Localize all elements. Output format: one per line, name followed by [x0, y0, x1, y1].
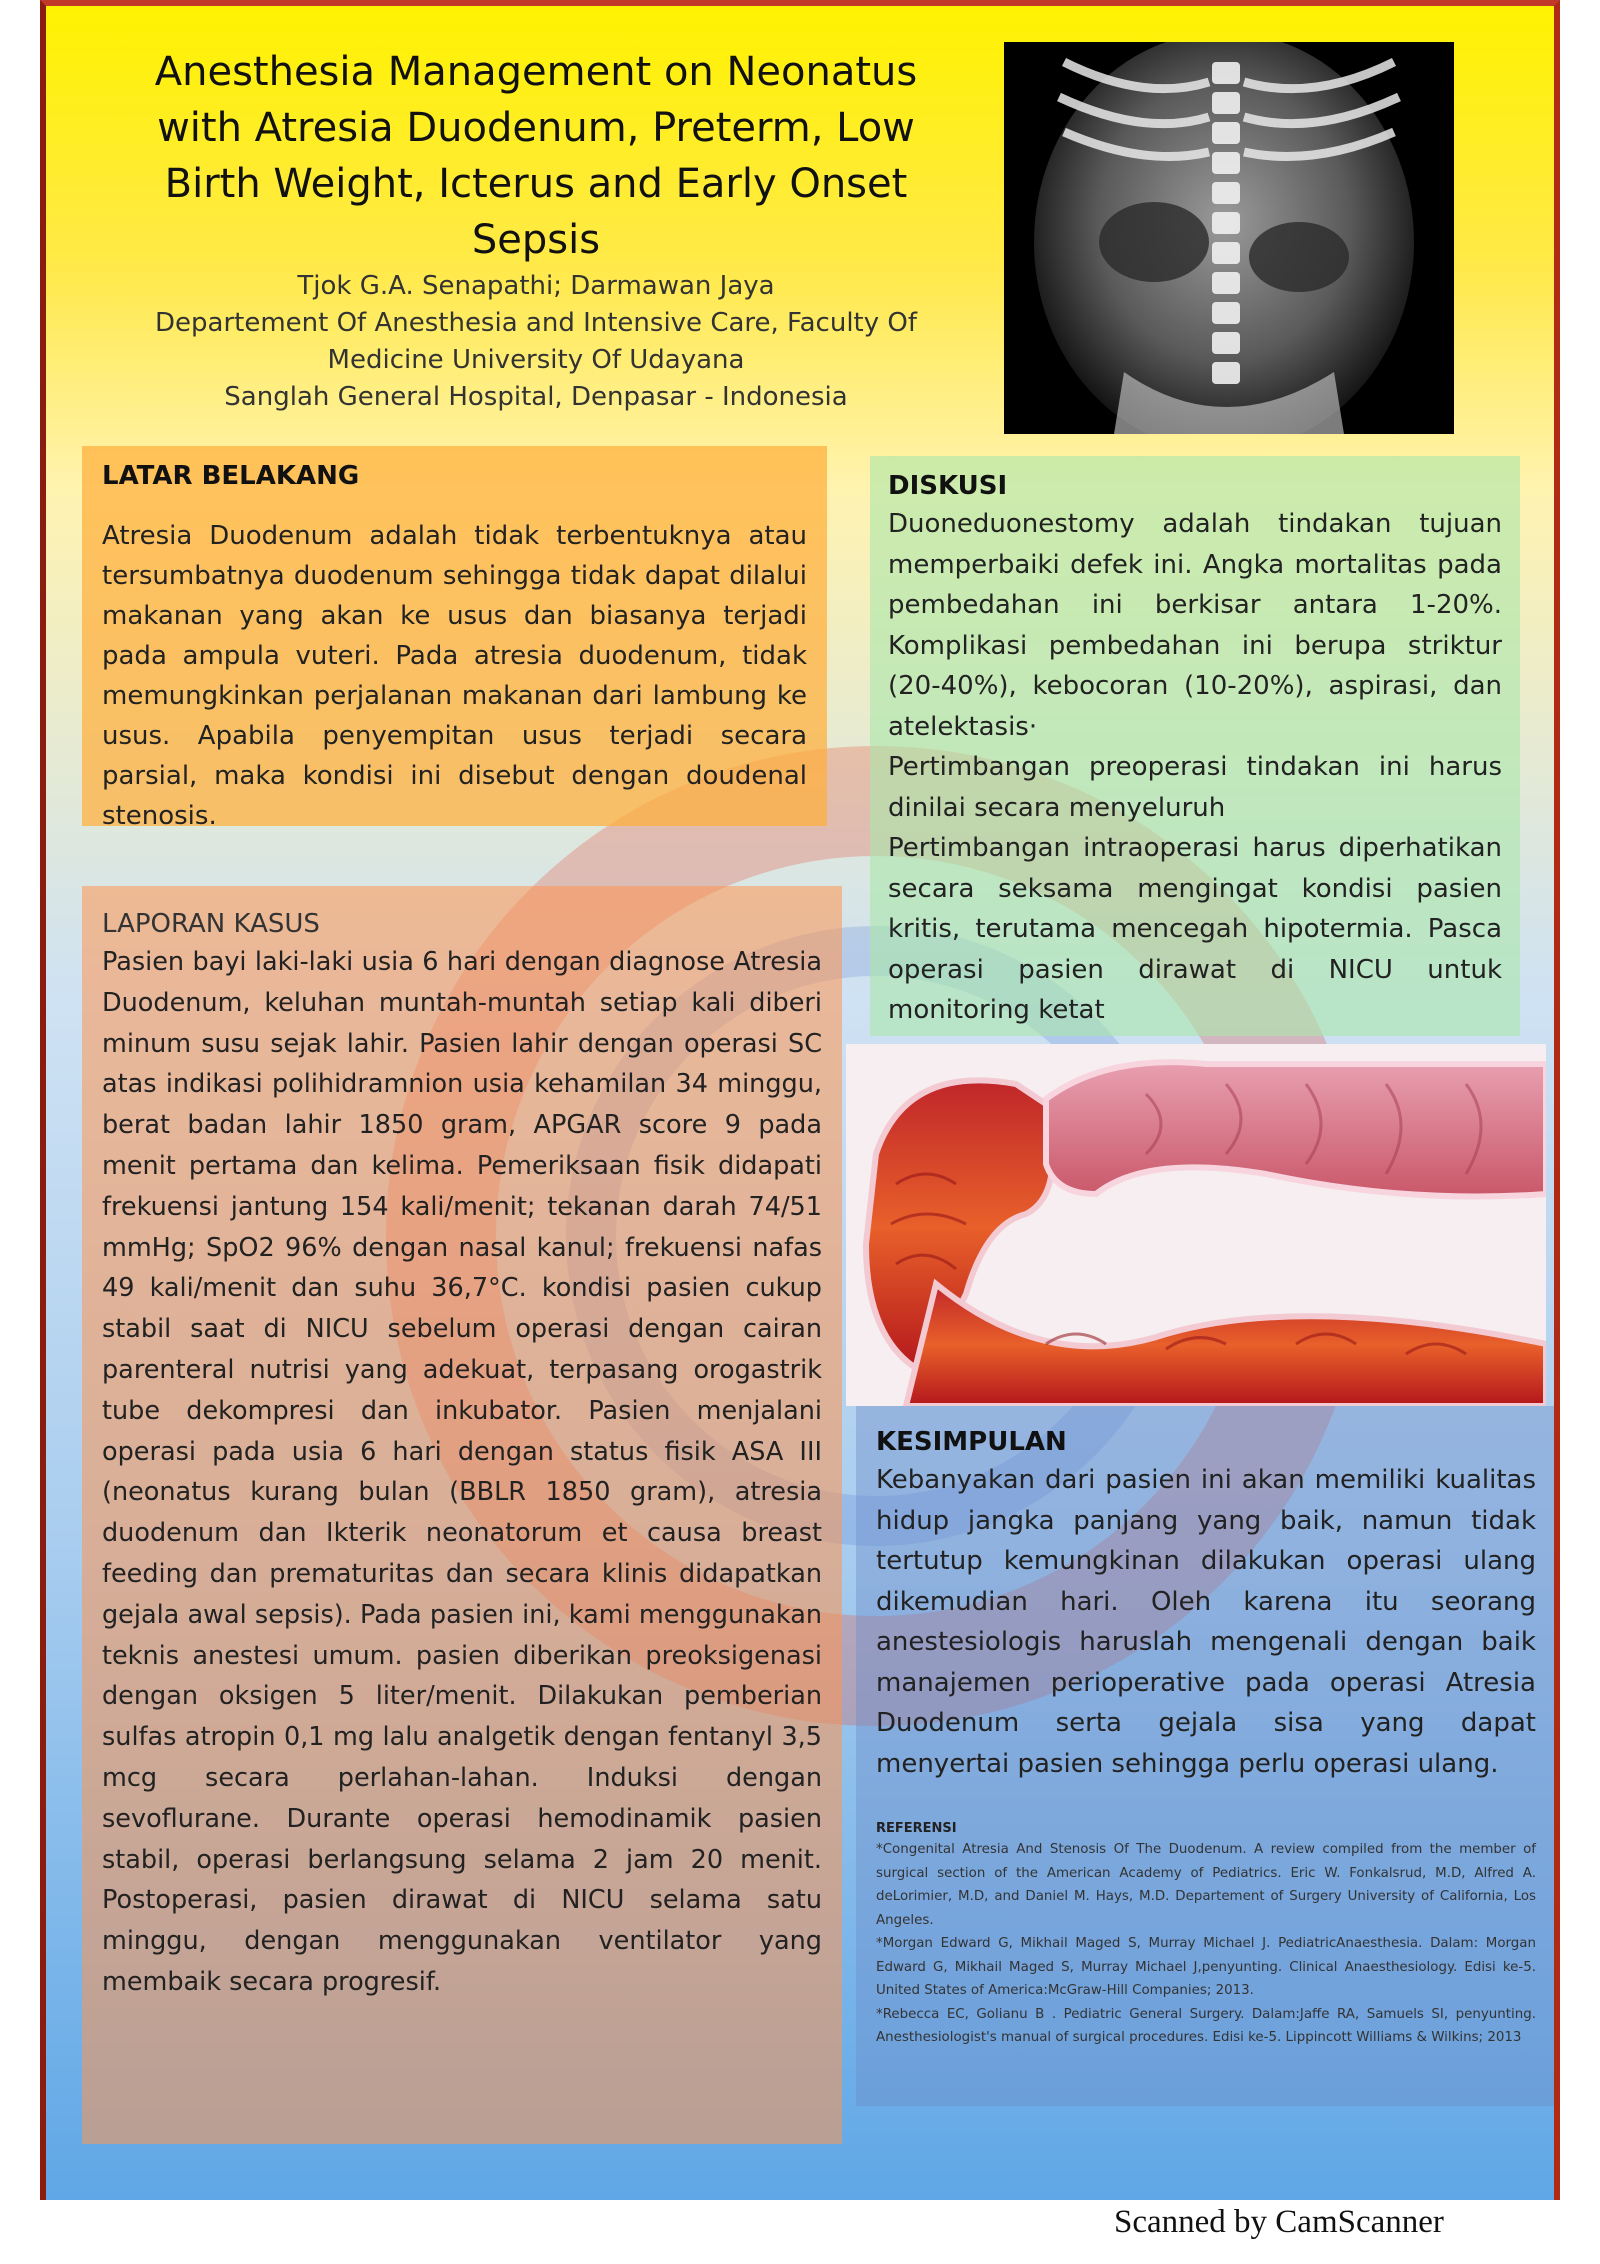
reference-item: *Morgan Edward G, Mikhail Maged S, Murray Michael J. PediatricAnaesthesia. Dalam: Morgan Edward G, Mikhail Maged S, Murray Michael J,penyunting. Clinical Anaesthesiology. Edisi ke-5. United States of America:McGraw-Hill Companies; 2013.: [876, 1936, 1536, 1998]
author-affiliation-line-2: Medicine University Of Udayana: [327, 345, 745, 375]
reference-list: [876, 1838, 1536, 2050]
author-names: Tjok G.A. Senapathi; Darmawan Jaya: [297, 271, 775, 301]
poster: [40, 0, 1560, 2200]
author-affiliation-line-1: Departement Of Anesthesia and Intensive Care, Faculty Of: [154, 308, 918, 338]
diskusi-section: [870, 456, 1520, 1036]
kesimpulan-text: Kebanyakan dari pasien ini akan memiliki kualitas hidup jangka panjang yang baik, namun tidak tertutup kemungkinan dilakukan operasi ulang dikemudian hari. Oleh karena itu seorang anestesiologis haruslah mengenali dengan baik manajemen perioperative pada operasi Atresia Duodenum serta gejala sisa yang dapat menyertai pasien sehingga perlu operasi ulang.: [876, 1465, 1536, 1779]
kesimpulan-section: [856, 1406, 1556, 2106]
camscanner-footer: Scanned by CamScanner: [1114, 2204, 1444, 2240]
reference-item: *Congenital Atresia And Stenosis Of The Duodenum. A review compiled from the member of surgical section of the American Academy of Pediatrics. Eric W. Fonkalsrud, M.D, Alfred A. deLorimier, M.D, and Daniel M. Hays, M.D. Departement of Surgery University of California, Los Angeles.: [876, 1842, 1536, 1928]
author-block: [106, 268, 966, 416]
laporan-kasus-heading: LAPORAN KASUS: [102, 909, 320, 939]
latar-belakang-section: [82, 446, 827, 831]
author-hospital: Sanglah General Hospital, Denpasar - Indonesia: [224, 382, 848, 412]
referensi-heading: REFERENSI: [876, 1821, 957, 1836]
latar-belakang-heading: LATAR BELAKANG: [102, 461, 360, 491]
laporan-kasus-section: [82, 886, 842, 2144]
duodenum-illustration: [846, 1044, 1546, 1406]
reference-item: *Rebecca EC, Golianu B . Pediatric General Surgery. Dalam:Jaffe RA, Samuels SI, penyunting. Anesthesiologist's manual of surgical procedures. Edisi ke-5. Lippincott Williams & Wilkins; 2013: [876, 2006, 1536, 2045]
diskusi-paragraph-1: Duoneduonestomy adalah tindakan tujuan memperbaiki defek ini. Angka mortalitas pada pembedahan ini berkisar antara 1-20%. Komplikasi pembedahan ini berupa striktur (20-40%), kebocoran (10-20%), aspirasi, dan atelektasis·: [888, 509, 1502, 742]
diskusi-paragraph-2: Pertimbangan preoperasi tindakan ini harus dinilai secara menyeluruh: [888, 752, 1502, 823]
laporan-kasus-text: Pasien bayi laki-laki usia 6 hari dengan diagnose Atresia Duodenum, keluhan muntah-muntah setiap kali diberi minum susu sejak lahir. Pasien lahir dengan operasi SC atas indikasi polihidramnion usia kehamilan 34 minggu, berat badan lahir 1850 gram, APGAR score 9 pada menit pertama dan kelima. Pemeriksaan fisik didapati frekuensi jantung 154 kali/menit; tekanan darah 74/51 mmHg; SpO2 96% dengan nasal kanul; frekuensi nafas 49 kali/menit dan suhu 36,7°C. kondisi pasien cukup stabil saat di NICU sebelum operasi dengan cairan parenteral nutrisi yang adekuat, terpasang orogastrik tube dekompresi dan inkubator. Pasien menjalani operasi pada usia 6 hari dengan status fisik ASA III (neonatus kurang bulan (BBLR 1850 gram), atresia duodenum dan Ikterik neonatorum et causa breast feeding dan prematuritas dan secara klinis didapatkan gejala awal sepsis). Pada pasien ini, kami menggunakan teknis anestesi umum. pasien diberikan preoksigenasi dengan oksigen 5 liter/menit. Dilakukan pemberian sulfas atropin 0,1 mg lalu analgetik dengan fentanyl 3,5 mcg secara perlahan-lahan. Induksi dengan sevoflurane. Durante operasi hemodinamik pasien stabil, operasi berlangsung selama 2 jam 20 menit. Postoperasi, pasien dirawat di NICU selama satu minggu, dengan menggunakan ventilator yang membaik secara progresif.: [102, 947, 822, 1997]
kesimpulan-heading: KESIMPULAN: [876, 1427, 1067, 1457]
latar-belakang-text: Atresia Duodenum adalah tidak terbentuknya atau tersumbatnya duodenum sehingga tidak dapat dilalui makanan yang akan ke usus dan biasanya terjadi pada ampula vuteri. Pada atresia duodenum, tidak memungkinkan perjalanan makanan dari lambung ke usus. Apabila penyempitan usus terjadi secara parsial, maka kondisi ini disebut dengan doudenal stenosis.: [102, 521, 807, 831]
abdominal-xray-image: [1004, 42, 1454, 434]
diskusi-paragraph-3: Pertimbangan intraoperasi harus diperhatikan secara seksama mengingat kondisi pasien kritis, terutama mencegah hipotermia. Pasca operasi pasien dirawat di NICU untuk monitoring ketat: [888, 833, 1502, 1025]
diskusi-heading: DISKUSI: [888, 471, 1008, 501]
poster-title: Anesthesia Management on Neonatus with Atresia Duodenum, Preterm, Low Birth Weight, Icterus and Early Onset Sepsis: [154, 49, 918, 263]
